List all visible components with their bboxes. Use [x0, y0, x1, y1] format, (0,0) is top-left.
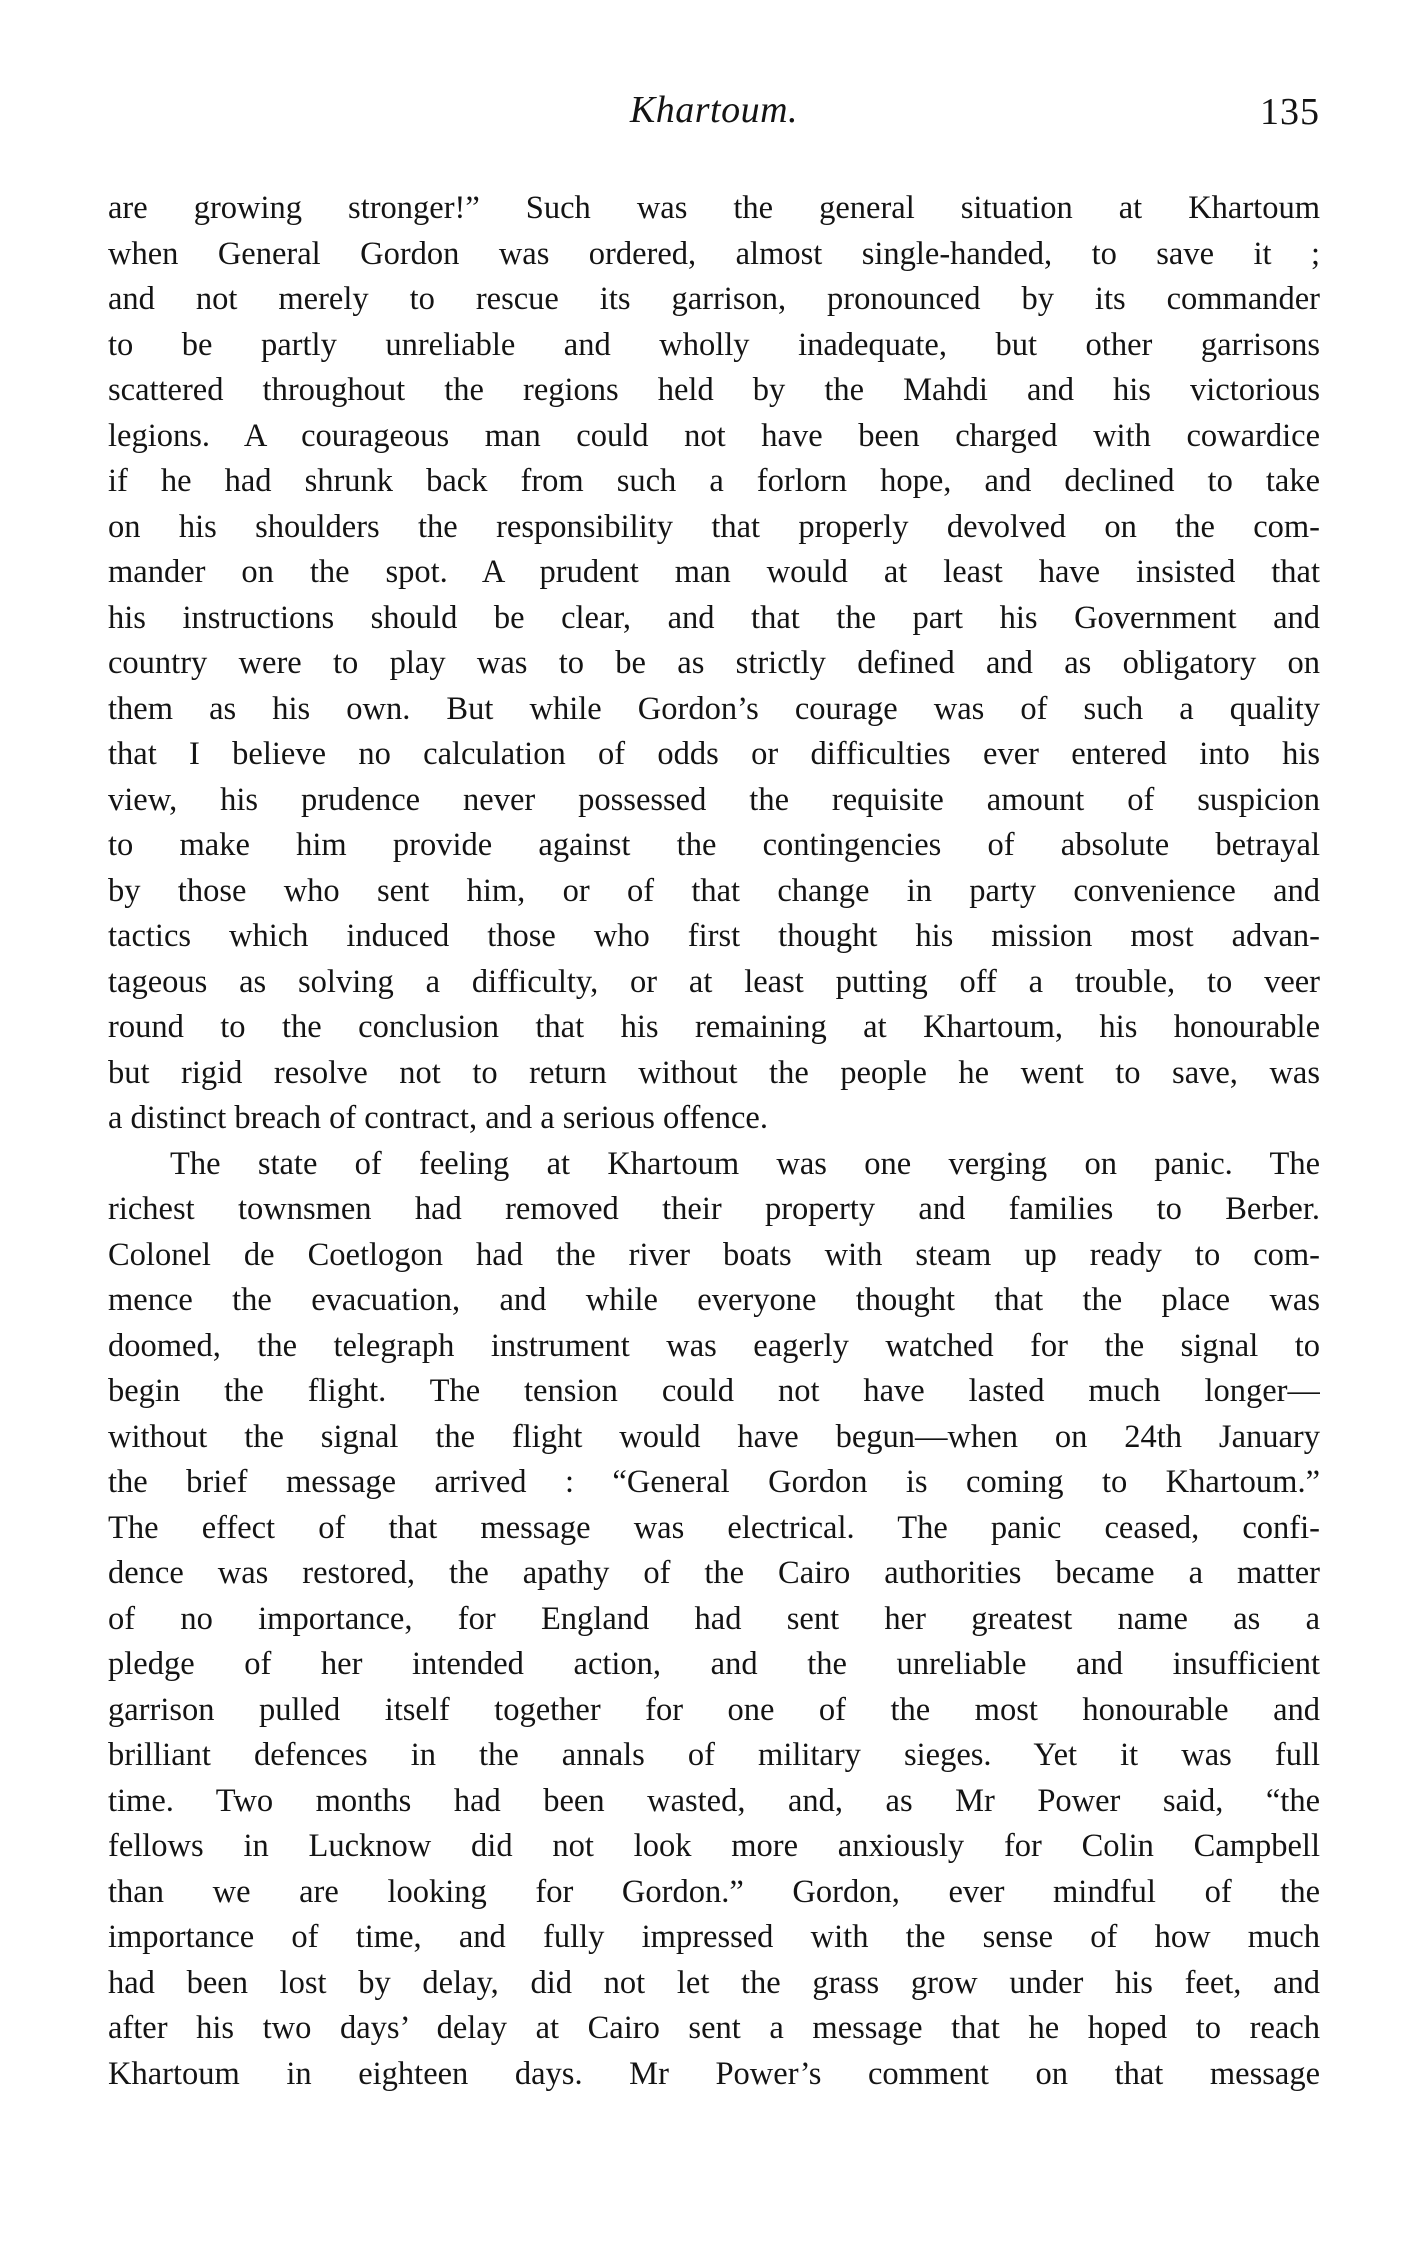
text-line: Khartoum in eighteen days. Mr Power’s comment on that message [108, 2055, 1320, 2092]
text-line: by those who sent him, or of that change in party convenience and [108, 872, 1320, 909]
running-title: Khartoum. [629, 89, 799, 131]
text-line: country were to play was to be as strictly defined and as obligatory on [108, 645, 1320, 681]
paragraph-end-line: a distinct breach of contract, and a serious offence. [108, 1100, 768, 1136]
text-line: but rigid resolve not to return without the people he went to save, was [108, 1054, 1320, 1091]
text-line: and not merely to rescue its garrison, pronounced by its commander [108, 281, 1320, 317]
running-header [108, 88, 1320, 138]
text-line: than we are looking for Gordon.” Gordon, ever mindful of the [108, 1873, 1320, 1910]
text-line: after his two days’ delay at Cairo sent a message that he hoped to reach [108, 2010, 1320, 2046]
text-line: that I believe no calculation of odds or difficulties ever entered into his [108, 736, 1320, 772]
text-line: to be partly unreliable and wholly inadequate, but other garrisons [108, 326, 1320, 363]
text-line: without the signal the flight would have begun—when on 24th January [108, 1418, 1320, 1455]
text-line: time. Two months had been wasted, and, as Mr Power said, “the [108, 1782, 1320, 1819]
text-line: tageous as solving a difficulty, or at least putting off a trouble, to veer [108, 963, 1320, 1000]
text-line: mander on the spot. A prudent man would at least have insisted that [108, 554, 1320, 590]
text-line: mence the evacuation, and while everyone thought that the place was [108, 1282, 1320, 1318]
text-line: importance of time, and fully impressed with the sense of how much [108, 1919, 1320, 1955]
text-line: to make him provide against the contingencies of absolute betrayal [108, 827, 1320, 863]
text-line: doomed, the telegraph instrument was eagerly watched for the signal to [108, 1327, 1320, 1364]
text-line: garrison pulled itself together for one of the most honourable and [108, 1691, 1320, 1728]
text-line: tactics which induced those who first thought his mission most advan- [108, 918, 1320, 954]
text-line: scattered throughout the regions held by the Mahdi and his victorious [108, 372, 1320, 408]
paragraph-start-line: The state of feeling at Khartoum was one verging on panic. The [170, 1145, 1320, 1182]
text-line: The effect of that message was electrical. The panic ceased, confi- [108, 1509, 1320, 1546]
text-line: them as his own. But while Gordon’s courage was of such a quality [108, 690, 1320, 727]
text-line: begin the flight. The tension could not have lasted much longer— [108, 1373, 1320, 1409]
text-line: dence was restored, the apathy of the Cairo authorities became a matter [108, 1555, 1320, 1591]
text-line: legions. A courageous man could not have been charged with cowardice [108, 417, 1320, 454]
text-line: his instructions should be clear, and that the part his Government and [108, 599, 1320, 636]
text-line: are growing stronger!” Such was the general situation at Khartoum [108, 190, 1320, 226]
text-line: round to the conclusion that his remaining at Khartoum, his honourable [108, 1009, 1320, 1045]
body-text [108, 186, 1320, 2097]
text-line: Colonel de Coetlogon had the river boats with steam up ready to com- [108, 1236, 1320, 1273]
text-line: richest townsmen had removed their property and families to Berber. [108, 1191, 1320, 1227]
text-line: of no importance, for England had sent her greatest name as a [108, 1600, 1320, 1637]
text-line: view, his prudence never possessed the requisite amount of suspicion [108, 781, 1320, 818]
text-line: on his shoulders the responsibility that properly devolved on the com- [108, 508, 1320, 545]
text-line: fellows in Lucknow did not look more anxiously for Colin Campbell [108, 1828, 1320, 1864]
text-line: the brief message arrived : “General Gordon is coming to Khartoum.” [108, 1464, 1320, 1500]
text-line: brilliant defences in the annals of military sieges. Yet it was full [108, 1737, 1320, 1773]
text-line: when General Gordon was ordered, almost single-handed, to save it ; [108, 235, 1320, 272]
page-number: 135 [1260, 91, 1320, 133]
text-line: had been lost by delay, did not let the grass grow under his feet, and [108, 1964, 1320, 2001]
text-line: if he had shrunk back from such a forlorn hope, and declined to take [108, 463, 1320, 499]
text-line: pledge of her intended action, and the unreliable and insufficient [108, 1646, 1320, 1682]
